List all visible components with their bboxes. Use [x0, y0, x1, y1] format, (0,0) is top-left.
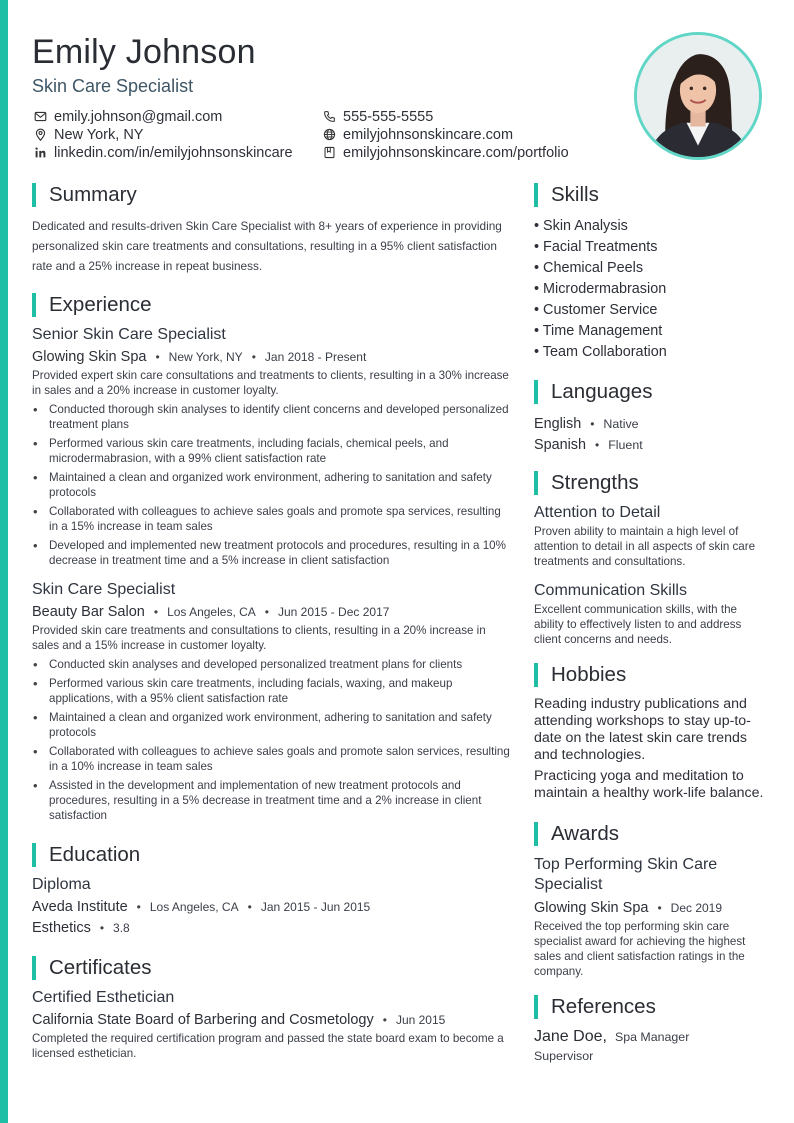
job-bullet: • Conducted skin analyses and developed personalized treatment plans for clients	[32, 657, 512, 672]
job-company: Beauty Bar Salon	[32, 604, 145, 620]
job-description: Provided skin care treatments and consultations to clients, resulting in a 20% increase in sales and a 15% increase in customer loyalty.	[32, 624, 486, 652]
skill-item: • Team Collaboration	[534, 344, 667, 360]
job-bullet: • Assisted in the development and implementation of new treatment protocols and procedures, resulting in a 5% decrease in treatment time and a 2% increase in client satisfaction	[32, 778, 512, 823]
education-heading: Education	[32, 843, 512, 867]
skill-label: Microdermabrasion	[543, 281, 667, 297]
hobbies-heading: Hobbies	[534, 663, 766, 687]
skill-item: • Microdermabrasion	[534, 281, 667, 297]
contact-list	[32, 108, 612, 161]
separator-dot: •	[136, 900, 141, 914]
contact-location-text: New York, NY	[54, 126, 144, 143]
languages-heading: Languages	[534, 380, 766, 404]
job-meta	[32, 603, 512, 621]
job-description: Provided expert skin care consultations and treatments to clients, resulting in a 30% increase in sales and a 20% increase in customer loyalty.	[32, 369, 509, 397]
certificate-issuer: California State Board of Barbering and Cosmetology	[32, 1012, 374, 1028]
job-entry	[32, 326, 512, 568]
summary-section	[32, 183, 512, 276]
contact-phone[interactable]	[321, 108, 601, 125]
job-bullet: • Developed and implemented new treatment protocols and procedures, resulting in a 10% decrease in treatment time and a 5% increase in client satisfaction	[32, 538, 512, 568]
contact-location	[32, 126, 321, 143]
portfolio-icon	[321, 145, 337, 161]
skill-label: Chemical Peels	[543, 260, 644, 276]
skill-item: • Chemical Peels	[534, 260, 644, 276]
certificate-description: Completed the required certification program and passed the state board exam to become a licensed esthetician.	[32, 1032, 504, 1060]
job-location: Los Angeles, CA	[167, 605, 256, 619]
contact-portfolio-text: emilyjohnsonskincare.com/portfolio	[343, 144, 569, 161]
certificates-section	[32, 956, 512, 1061]
strength-text: Proven ability to maintain a high level of attention to detail in all aspects of skin care treatments and consultations.	[534, 525, 756, 568]
job-title: Senior Skin Care Specialist	[32, 326, 226, 343]
education-meta	[32, 898, 512, 916]
skill-label: Time Management	[542, 323, 663, 339]
hobby-item: Reading industry publications and attending workshops to stay up-to-date on the latest skin care trends and technologies.	[534, 696, 751, 763]
job-bullets	[32, 402, 512, 568]
certificates-heading: Certificates	[32, 956, 512, 980]
reference-name: Jane Doe,	[534, 1028, 607, 1045]
skill-item: • Facial Treatments	[534, 239, 658, 255]
skill-label: Facial Treatments	[543, 239, 658, 255]
award-meta	[534, 899, 766, 917]
languages-section	[534, 380, 766, 455]
job-meta	[32, 348, 512, 366]
job-bullet: • Maintained a clean and organized work environment, adhering to sanitation and safety protocols	[32, 470, 512, 500]
candidate-name: Emily Johnson	[32, 33, 256, 71]
contact-website[interactable]	[321, 126, 601, 143]
language-row	[534, 413, 766, 434]
award-text: Received the top performing skin care specialist award for achieving the highest sales and client satisfaction ratings in the company.	[534, 920, 746, 978]
education-location: Los Angeles, CA	[149, 900, 239, 914]
experience-section	[32, 293, 512, 823]
candidate-title: Skin Care Specialist	[32, 76, 194, 96]
location-icon	[32, 127, 48, 143]
job-bullet: • Collaborated with colleagues to achieve sales goals and promote salon services, resulting in a 10% increase in team sales	[32, 744, 512, 774]
separator-dot: •	[590, 416, 595, 431]
contact-linkedin-text: linkedin.com/in/emilyjohnsonskincare	[54, 144, 293, 161]
language-level: Fluent	[608, 437, 643, 452]
separator-dot: •	[595, 437, 600, 452]
main-column	[32, 183, 512, 1061]
certificate-meta	[32, 1011, 512, 1029]
job-bullet: • Performed various skin care treatments, including facials, chemical peels, and microdermabrasion, with a 99% client satisfaction rate	[32, 436, 512, 466]
award-date: Dec 2019	[670, 901, 723, 915]
contact-website-text: emilyjohnsonskincare.com	[343, 126, 514, 143]
education-field-row	[32, 919, 512, 937]
separator-dot: •	[247, 900, 252, 914]
hobbies-section	[534, 663, 766, 802]
job-bullet: • Collaborated with colleagues to achieve sales goals and promote spa services, resulting in a 15% increase in team sales	[32, 504, 512, 534]
job-dates: Jan 2018 - Present	[264, 350, 367, 364]
experience-heading: Experience	[32, 293, 512, 317]
contact-portfolio[interactable]	[321, 144, 601, 161]
job-bullets	[32, 657, 512, 823]
certificate-name: Certified Esthetician	[32, 989, 175, 1006]
summary-text: Dedicated and results-driven Skin Care Specialist with 8+ years of experience in providing personalized skin care treatments and consultations, resulting in a 95% client satisfaction rate and a 25% increase in repeat business.	[32, 219, 502, 273]
job-company: Glowing Skin Spa	[32, 349, 147, 365]
job-bullet: • Performed various skin care treatments, including facials, waxing, and makeup applications, with a 95% client satisfaction rate	[32, 676, 512, 706]
contact-phone-text: 555-555-5555	[343, 108, 434, 125]
email-icon	[32, 109, 48, 125]
skill-label: Team Collaboration	[542, 344, 667, 360]
language-name: English	[534, 415, 582, 432]
language-level: Native	[603, 416, 639, 431]
separator-dot: •	[382, 1013, 387, 1027]
profile-photo	[634, 32, 762, 160]
award-title: Top Performing Skin Care Specialist	[534, 856, 718, 893]
reference-role-secondary: Supervisor	[534, 1049, 594, 1063]
references-heading: References	[534, 995, 766, 1019]
education-school: Aveda Institute	[32, 899, 128, 915]
accent-side-bar	[0, 0, 8, 1123]
awards-section	[534, 822, 766, 979]
summary-heading: Summary	[32, 183, 512, 207]
skill-item: • Time Management	[534, 323, 663, 339]
skill-item: • Customer Service	[534, 302, 658, 318]
contact-linkedin[interactable]	[32, 144, 321, 161]
strength-text: Excellent communication skills, with the ability to effectively listen to and address client concerns and needs.	[534, 603, 742, 646]
strengths-heading: Strengths	[534, 471, 766, 495]
separator-dot: •	[251, 350, 256, 364]
education-section	[32, 843, 512, 937]
job-bullet: • Conducted thorough skin analyses to identify client concerns and developed personalized treatment plans	[32, 402, 512, 432]
phone-icon	[321, 109, 337, 125]
skills-list	[534, 216, 766, 363]
separator-dot: •	[264, 605, 269, 619]
side-column	[534, 183, 766, 1064]
job-bullet: • Maintained a clean and organized work environment, adhering to sanitation and safety protocols	[32, 710, 512, 740]
separator-dot: •	[155, 350, 160, 364]
skills-heading: Skills	[534, 183, 766, 207]
references-section	[534, 995, 766, 1064]
reference-entry	[534, 1028, 766, 1046]
globe-icon	[321, 127, 337, 143]
language-row	[534, 434, 766, 455]
awards-heading: Awards	[534, 822, 766, 846]
job-entry	[32, 581, 512, 823]
job-title: Skin Care Specialist	[32, 581, 176, 598]
job-dates: Jun 2015 - Dec 2017	[278, 605, 390, 619]
separator-dot: •	[153, 605, 159, 619]
language-name: Spanish	[534, 436, 587, 453]
contact-email[interactable]	[32, 108, 321, 125]
linkedin-icon	[32, 145, 48, 161]
skill-label: Skin Analysis	[543, 218, 628, 234]
skill-label: Customer Service	[543, 302, 658, 318]
strength-title: Attention to Detail	[534, 504, 661, 521]
skill-item: • Skin Analysis	[534, 218, 628, 234]
education-gpa: 3.8	[113, 921, 130, 935]
hobby-item: Practicing yoga and meditation to maintain a healthy work-life balance.	[534, 768, 764, 801]
education-dates: Jan 2015 - Jun 2015	[260, 900, 371, 914]
education-field: Esthetics	[32, 920, 91, 936]
separator-dot: •	[99, 921, 105, 935]
certificate-date: Jun 2015	[395, 1013, 446, 1027]
reference-role: Spa Manager	[614, 1030, 690, 1044]
separator-dot: •	[657, 901, 662, 915]
contact-email-text: emily.johnson@gmail.com	[54, 108, 223, 125]
job-location: New York, NY	[168, 350, 243, 364]
education-degree: Diploma	[32, 876, 91, 893]
skills-section	[534, 183, 766, 363]
strength-title: Communication Skills	[534, 582, 687, 599]
award-org: Glowing Skin Spa	[534, 900, 649, 916]
strengths-section	[534, 471, 766, 647]
